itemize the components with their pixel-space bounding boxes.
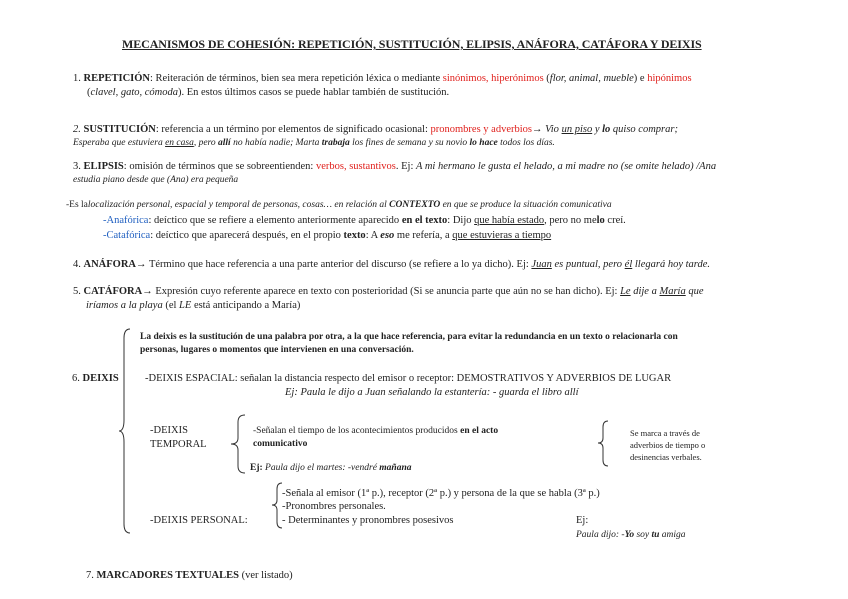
example-text: A mi hermano le gusta el helado, a mi madre no (se omite helado) /Ana [416, 161, 717, 172]
example-text: dije a [633, 286, 657, 297]
page-title: MECANISMOS DE COHESIÓN: REPETICIÓN, SUSTITUCIÓN, ELIPSIS, ANÁFORA, CATÁFORA Y DEIXIS [122, 37, 702, 51]
section-heading: MARCADORES TEXTUALES [96, 570, 239, 581]
example-text: que [688, 286, 704, 297]
section-marcadores [86, 569, 293, 582]
example-bold: allí [218, 138, 231, 148]
temporal-note-3: desinencias verbales. [630, 452, 702, 462]
section-heading: SUSTITUCIÓN [83, 124, 156, 135]
section-number: 6. [72, 373, 80, 384]
section-sustitucion-line1 [73, 123, 678, 136]
text: . Ej: [395, 161, 414, 172]
example-bold: Yo [624, 530, 635, 540]
deixis-espacial-example [285, 386, 578, 399]
section-number: 5. [73, 286, 81, 297]
example-bold: mañana [379, 463, 412, 473]
example-text: estudia piano desde que (Ana) era pequeña [73, 175, 239, 185]
example-text: , pero [193, 138, 216, 148]
definition-text: Expresión cuyo referente aparece en texto con posterioridad (Si se anuncia parte que aún no se han dicho). Ej: [155, 286, 618, 297]
anaforica-line [103, 214, 626, 227]
text: : deíctico que se refiere a elemento anteriormente aparecido [148, 215, 400, 226]
example-text: LE [179, 300, 192, 311]
definition-text: señalan la distancia respecto del emisor o receptor: DEMOSTRATIVOS Y ADVERBIOS DE LUGAR [240, 373, 672, 384]
example-text: clavel, gato, cómoda [90, 87, 178, 98]
deixis-personal-example [576, 529, 686, 541]
text: ( [546, 73, 550, 84]
highlight-term: hipónimos [647, 73, 692, 84]
arrow-icon: → [532, 124, 543, 135]
example-underlined: en casa [165, 138, 194, 148]
section-number: 7. [86, 570, 94, 581]
example-text: quiso comprar; [612, 124, 678, 135]
example-text: flor, animal, mueble [549, 73, 634, 84]
text: ). En estos últimos casos se puede hablar también de sustitución. [177, 87, 450, 98]
example-underlined: Juan [531, 259, 552, 270]
bold-text: lo [596, 215, 605, 226]
example-underlined: Le [620, 286, 631, 297]
underlined-text: que había estado [474, 215, 545, 226]
text: (el [165, 300, 177, 311]
example-text: iríamos a la playa [86, 300, 163, 311]
deixis-temporal-text [253, 425, 498, 437]
deixis-personal-ej: Ej: [576, 515, 589, 526]
deixis-espacial-label: -DEIXIS ESPACIAL: [145, 373, 238, 384]
example-text: todos los días. [500, 138, 555, 148]
example-bold: lo [602, 124, 611, 135]
section-heading: DEIXIS [82, 373, 119, 384]
example-text: Esperaba que estuviera [73, 138, 163, 148]
deixis-temporal-label-1: -DEIXIS [150, 425, 188, 436]
text: creí. [607, 215, 626, 226]
definition-text: Término que hace referencia a una parte anterior del discurso (se refiere a lo ya dicho). Ej: [148, 259, 529, 270]
section-repeticion-line2 [87, 86, 449, 99]
section-heading: ELIPSIS [83, 161, 124, 172]
section-number: 3. [73, 161, 81, 172]
text: está anticipando a María) [193, 300, 301, 311]
bold-text: en el texto [401, 215, 448, 226]
definition-text: : omisión de términos que se sobreentienden: [123, 161, 314, 172]
localization-definition [66, 199, 612, 211]
section-catafora-line2 [86, 299, 300, 312]
deixis-brace-icon [118, 328, 134, 534]
example-underlined: María [659, 286, 686, 297]
section-number: 1. [73, 73, 81, 84]
section-number: 2. [73, 124, 81, 135]
section-repeticion-line1 [73, 72, 692, 85]
example-text: amiga [661, 530, 686, 540]
cataforica-label: -Catafórica [103, 230, 151, 241]
definition-text: localización personal, espacial y temporal de personas, cosas… en relación al [87, 200, 387, 210]
example-text: Paula dijo el martes: -vendré [265, 463, 377, 473]
context-keyword: CONTEXTO [389, 200, 441, 210]
section-sustitucion-line2 [73, 137, 555, 149]
example-text: los fines de semana y su novio [352, 138, 468, 148]
text: -Es la [66, 200, 88, 210]
bold-text: comunicativo [253, 439, 308, 449]
arrow-icon: → [142, 286, 153, 297]
example-text: Paula dijo: - [576, 530, 625, 540]
text: ( [87, 87, 91, 98]
temporal-brace-icon [230, 414, 246, 474]
text: ) e [633, 73, 645, 84]
deixis-temporal-example [250, 462, 412, 474]
section-anafora [73, 258, 710, 271]
example-bold: lo hace [469, 138, 498, 148]
example-text: Vio [545, 124, 559, 135]
section-heading: REPETICIÓN [83, 73, 151, 84]
example-bold: tu [651, 530, 660, 540]
text: : A [365, 230, 378, 241]
text: me refería, a [396, 230, 450, 241]
deixis-temporal-text-2 [253, 438, 307, 450]
bold-text: texto [343, 230, 366, 241]
deixis-personal-label: -DEIXIS PERSONAL: [150, 515, 248, 526]
text: , pero no me [544, 215, 597, 226]
text: : deíctico que aparecerá después, en el propio [150, 230, 341, 241]
underlined-text: que estuvieras a tiempo [452, 230, 552, 241]
section-deixis-heading [72, 372, 119, 385]
deixis-personal-item-3: - Determinantes y pronombres posesivos [282, 515, 454, 526]
temporal-note-1: Se marca a través de [630, 428, 700, 438]
bold-text: en el acto [460, 426, 499, 436]
example-text: soy [636, 530, 650, 540]
anaforica-label: -Anafórica [103, 215, 149, 226]
deixis-espacial [145, 372, 671, 385]
example-bold: eso [380, 230, 395, 241]
example-text: y [594, 124, 600, 135]
section-heading: ANÁFORA [83, 259, 136, 270]
section-catafora-line1 [73, 285, 704, 298]
example-bold: trabaja [321, 138, 350, 148]
example-text: llegará hoy tarde. [634, 259, 711, 270]
temporal-note-2: adverbios de tiempo o [630, 440, 706, 450]
definition-text: en que se produce la situación comunicativa [442, 200, 612, 210]
bold-text: Ej: [250, 463, 263, 473]
deixis-temporal-label-2: TEMPORAL [150, 439, 207, 450]
definition-text: : Reiteración de términos, bien sea mera repetición léxica o mediante [150, 73, 441, 84]
text: (ver listado) [241, 570, 293, 581]
deixis-personal-item-2: -Pronombres personales. [282, 501, 386, 512]
example-text: es puntual, pero [554, 259, 623, 270]
highlight-term: sinónimos, hiperónimos [442, 73, 544, 84]
text: : Dijo [447, 215, 472, 226]
note-brace-icon [597, 420, 609, 468]
deixis-personal-item-1: -Señala al emisor (1ª p.), receptor (2ª p.) y persona de la que se habla (3ª p.) [282, 488, 600, 499]
catafórica-line [103, 229, 551, 242]
example-text: no había nadie; Marta [233, 138, 320, 148]
section-number: 4. [73, 259, 81, 270]
section-heading: CATÁFORA [83, 286, 143, 297]
section-elipsis-line1 [73, 160, 716, 173]
highlight-term: pronombres y adverbios [430, 124, 532, 135]
definition-text: -Señalan el tiempo de los acontecimientos producidos [253, 426, 458, 436]
deixis-definition-line2: personas, lugares o momentos que intervienen en una conversación. [140, 345, 414, 355]
definition-text: : referencia a un término por elementos de significado ocasional: [155, 124, 428, 135]
arrow-icon: → [136, 259, 147, 270]
section-elipsis-line2 [73, 174, 238, 186]
highlight-term: verbos, sustantivos [315, 161, 396, 172]
example-text: Ej: Paula le dijo a Juan señalando la estantería: - guarda el libro allí [285, 387, 579, 398]
deixis-definition-line1: La deixis es la sustitución de una palabra por otra, a la que hace referencia, para evitar la redundancia en un texto o relacionarla con [140, 332, 678, 342]
example-underlined: él [624, 259, 633, 270]
example-underlined: un piso [561, 124, 593, 135]
